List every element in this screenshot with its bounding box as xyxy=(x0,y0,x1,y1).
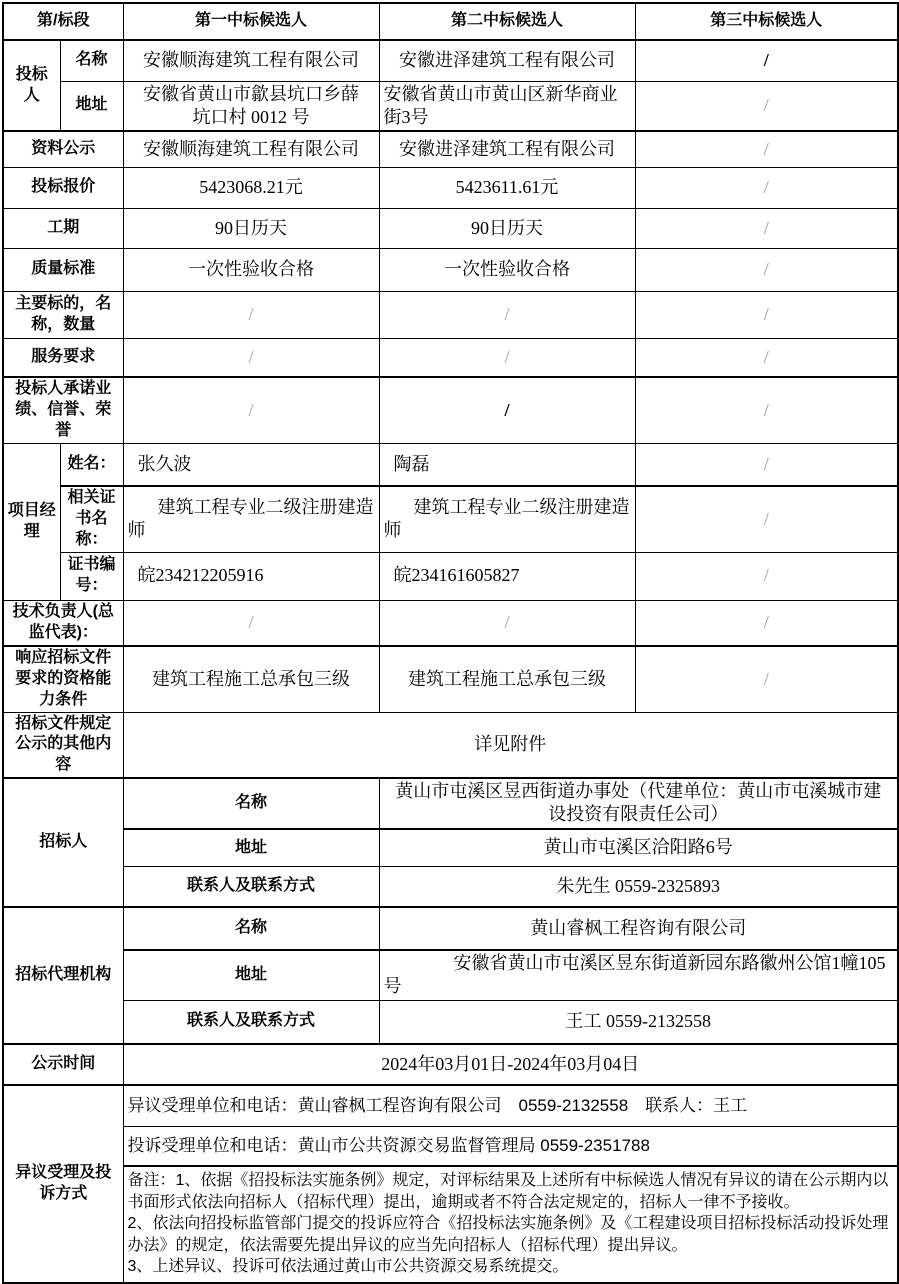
bidder-group-label: 投标人 xyxy=(3,40,60,131)
publicity-1: 安徽顺海建筑工程有限公司 xyxy=(123,131,379,167)
objection-line1: 异议受理单位和电话：黄山睿枫工程咨询有限公司 0559-2132558 联系人：王工 xyxy=(123,1085,898,1126)
bid-candidates-notice-table xyxy=(2,2,899,1284)
service-3: / xyxy=(635,338,898,377)
publicity-2: 安徽进泽建筑工程有限公司 xyxy=(379,131,635,167)
promise-label: 投标人承诺业绩、信誉、荣誉 xyxy=(3,377,123,443)
objection-line2: 投诉受理单位和电话：黄山市公共资源交易监督管理局 0559-2351788 xyxy=(123,1126,898,1166)
header-first-candidate: 第一中标候选人 xyxy=(123,3,379,40)
quality-2: 一次性验收合格 xyxy=(379,248,635,291)
manager-name-3: / xyxy=(635,443,898,486)
subject-label: 主要标的，名称，数量 xyxy=(3,291,123,338)
bidder-name-2: 安徽进泽建筑工程有限公司 xyxy=(379,40,635,81)
service-1: / xyxy=(123,338,379,377)
quality-label: 质量标准 xyxy=(3,248,123,291)
objection-note-3: 3、上述异议、投诉可依法通过黄山市公共资源交易系统提交。 xyxy=(127,1258,569,1276)
manager-cert-3: / xyxy=(635,486,898,552)
price-1: 5423068.21元 xyxy=(123,167,379,208)
promise-row xyxy=(3,377,898,443)
manager-group-label: 项目经理 xyxy=(3,443,60,600)
price-row xyxy=(3,167,898,208)
agency-name-label: 名称 xyxy=(123,907,379,950)
promise-2: / xyxy=(379,377,635,443)
duration-row xyxy=(3,208,898,248)
header-row xyxy=(3,3,898,40)
tenderee-contact-label: 联系人及联系方式 xyxy=(123,867,379,907)
tenderee-contact-row xyxy=(3,867,898,907)
tech-lead-3: / xyxy=(635,600,898,646)
agency-address-row xyxy=(3,950,898,1000)
duration-3: / xyxy=(635,208,898,248)
subject-row xyxy=(3,291,898,338)
other-content-label: 招标文件规定公示的其他内容 xyxy=(3,712,123,778)
bidder-address-1: 安徽省黄山市歙县坑口乡薛坑口村 0012 号 xyxy=(123,81,379,131)
service-label: 服务要求 xyxy=(3,338,123,377)
bidder-name-label: 名称 xyxy=(60,40,123,81)
manager-cert-2: 建筑工程专业二级注册建造师 xyxy=(379,486,635,552)
publicity-time-row xyxy=(3,1044,898,1085)
manager-name-label: 姓名： xyxy=(60,443,123,486)
objection-notes-row xyxy=(3,1166,898,1283)
tenderee-name-label: 名称 xyxy=(123,778,379,829)
duration-label: 工期 xyxy=(3,208,123,248)
objection-notes xyxy=(123,1166,898,1283)
agency-name-value: 黄山睿枫工程咨询有限公司 xyxy=(379,907,898,950)
price-3: / xyxy=(635,167,898,208)
header-third-candidate: 第三中标候选人 xyxy=(635,3,898,40)
agency-group-label: 招标代理机构 xyxy=(3,907,123,1044)
bidder-address-3: / xyxy=(635,81,898,131)
quality-1: 一次性验收合格 xyxy=(123,248,379,291)
bidder-name-3: / xyxy=(635,40,898,81)
qualification-row xyxy=(3,646,898,712)
subject-2: / xyxy=(379,291,635,338)
manager-cert-row xyxy=(3,486,898,552)
publicity-time-value: 2024年03月01日-2024年03月04日 xyxy=(123,1044,898,1085)
tech-lead-1: / xyxy=(123,600,379,646)
quality-3: / xyxy=(635,248,898,291)
price-label: 投标报价 xyxy=(3,167,123,208)
tenderee-group-label: 招标人 xyxy=(3,778,123,907)
tech-lead-label: 技术负责人(总监代表)： xyxy=(3,600,123,646)
manager-cert-label: 相关证书名称： xyxy=(60,486,123,552)
tech-lead-row xyxy=(3,600,898,646)
tenderee-address-value: 黄山市屯溪区洽阳路6号 xyxy=(379,829,898,867)
tenderee-contact-value: 朱先生 0559-2325893 xyxy=(379,867,898,907)
bidder-address-row xyxy=(3,81,898,131)
subject-3: / xyxy=(635,291,898,338)
qualification-1: 建筑工程施工总承包三级 xyxy=(123,646,379,712)
objection-group-label: 异议受理及投诉方式 xyxy=(3,1085,123,1283)
tenderee-address-label: 地址 xyxy=(123,829,379,867)
manager-certno-2: 皖234161605827 xyxy=(379,552,635,600)
tech-lead-2: / xyxy=(379,600,635,646)
manager-certno-row xyxy=(3,552,898,600)
other-content-value: 详见附件 xyxy=(123,712,898,778)
bidder-address-2: 安徽省黄山市黄山区新华商业街3号 xyxy=(379,81,635,131)
manager-name-2: 陶磊 xyxy=(379,443,635,486)
agency-address-label: 地址 xyxy=(123,950,379,1000)
tenderee-name-row xyxy=(3,778,898,829)
manager-name-1: 张久波 xyxy=(123,443,379,486)
objection-line1-row xyxy=(3,1085,898,1126)
agency-contact-value: 王工 0559-2132558 xyxy=(379,1000,898,1044)
manager-cert-1: 建筑工程专业二级注册建造师 xyxy=(123,486,379,552)
qualification-label: 响应招标文件要求的资格能力条件 xyxy=(3,646,123,712)
promise-1: / xyxy=(123,377,379,443)
manager-certno-label: 证书编号： xyxy=(60,552,123,600)
manager-certno-3: / xyxy=(635,552,898,600)
header-second-candidate: 第二中标候选人 xyxy=(379,3,635,40)
price-2: 5423611.61元 xyxy=(379,167,635,208)
manager-certno-1: 皖234212205916 xyxy=(123,552,379,600)
qualification-3: / xyxy=(635,646,898,712)
promise-3: / xyxy=(635,377,898,443)
duration-2: 90日历天 xyxy=(379,208,635,248)
other-content-row xyxy=(3,712,898,778)
agency-name-row xyxy=(3,907,898,950)
bidder-address-label: 地址 xyxy=(60,81,123,131)
objection-note-1: 备注：1、依据《招投标法实施条例》规定，对评标结果及上述所有中标候选人情况有异议的请在公示期内以书面形式依法向招标人（招标代理）提出，逾期或者不符合法定规定的，招标人一律不予接收。 xyxy=(127,1172,889,1211)
publicity-time-label: 公示时间 xyxy=(3,1044,123,1085)
header-section-label: 第/标段 xyxy=(3,3,123,40)
bidder-name-row xyxy=(3,40,898,81)
publicity-label: 资料公示 xyxy=(3,131,123,167)
qualification-2: 建筑工程施工总承包三级 xyxy=(379,646,635,712)
tenderee-name-value: 黄山市屯溪区昱西街道办事处（代建单位：黄山市屯溪城市建设投资有限责任公司） xyxy=(379,778,898,829)
agency-address-value: 安徽省黄山市屯溪区昱东街道新园东路徽州公馆1幢105号 xyxy=(379,950,898,1000)
service-2: / xyxy=(379,338,635,377)
tenderee-address-row xyxy=(3,829,898,867)
bidder-name-1: 安徽顺海建筑工程有限公司 xyxy=(123,40,379,81)
subject-1: / xyxy=(123,291,379,338)
objection-line2-row xyxy=(3,1126,898,1166)
publicity-row xyxy=(3,131,898,167)
quality-row xyxy=(3,248,898,291)
manager-name-row xyxy=(3,443,898,486)
service-row xyxy=(3,338,898,377)
publicity-3: / xyxy=(635,131,898,167)
agency-contact-row xyxy=(3,1000,898,1044)
agency-contact-label: 联系人及联系方式 xyxy=(123,1000,379,1044)
objection-note-2: 2、依法向招投标监管部门提交的投诉应符合《招投标法实施条例》及《工程建设项目招标投标活动投诉处理办法》的规定，依法需要先提出异议的应当先向招标人（招标代理）提出异议。 xyxy=(127,1215,889,1254)
duration-1: 90日历天 xyxy=(123,208,379,248)
